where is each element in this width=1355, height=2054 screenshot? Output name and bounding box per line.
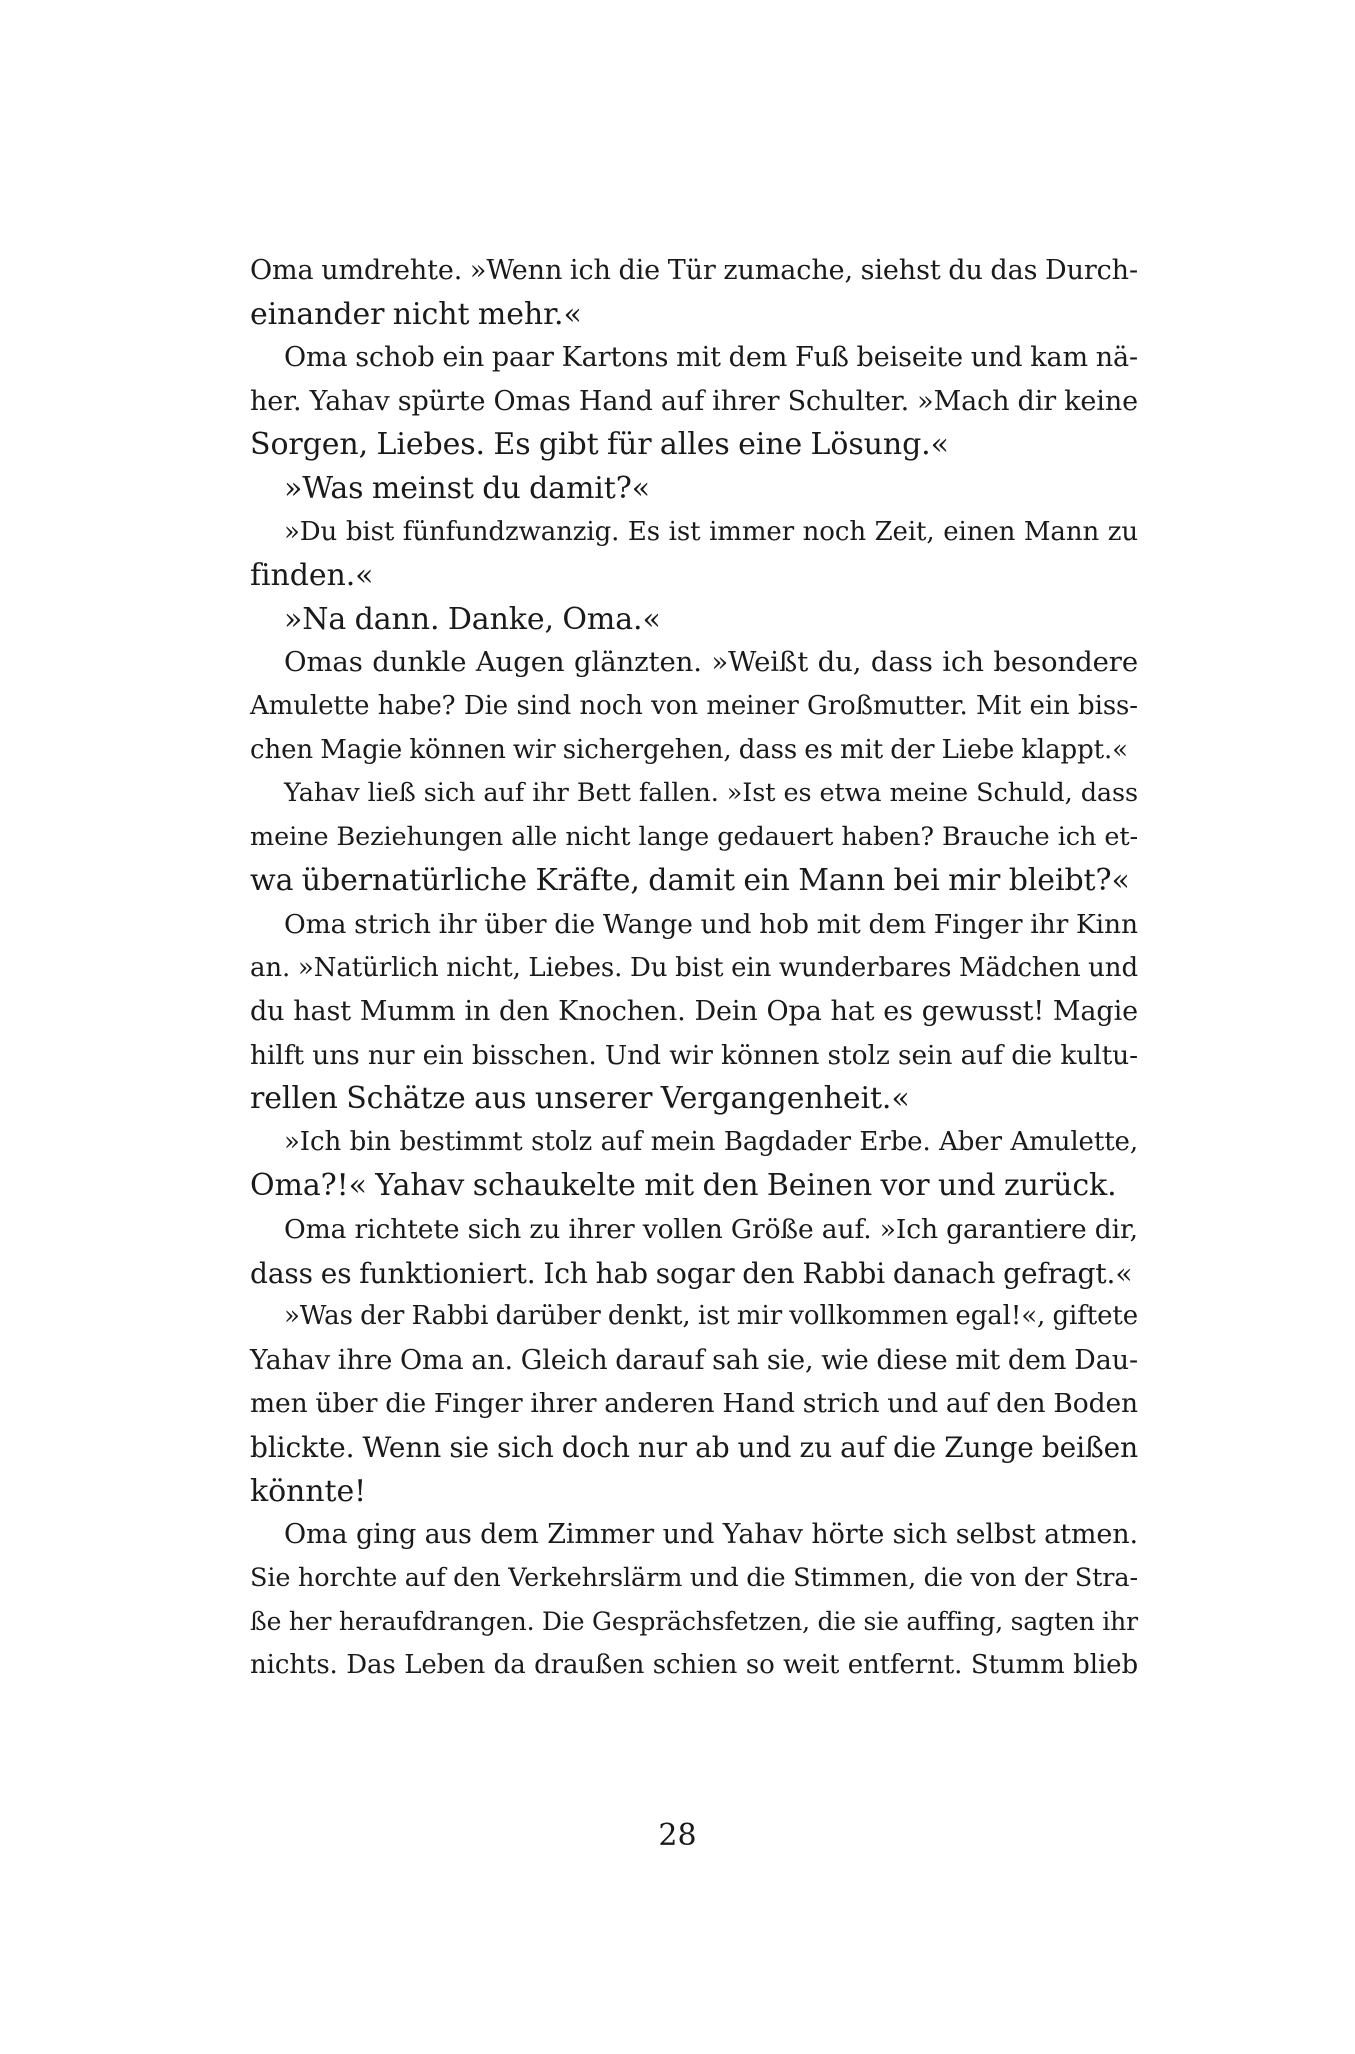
text-line: her. Yahav spürte Omas Hand auf ihrer Schulter. »Mach dir keine [250, 385, 1138, 417]
text-line: Oma schob ein paar Kartons mit dem Fuß beiseite und kam nä- [284, 342, 1138, 374]
text-line: Sie horchte auf den Verkehrslärm und die Stimmen, die von der Stra- [250, 1562, 1138, 1593]
text-line: dass es funktioniert. Ich hab sogar den Rabbi danach gefragt.« [250, 1256, 1133, 1290]
text-line: chen Magie können wir sichergehen, dass es mit der Liebe klappt.« [250, 734, 1128, 765]
text-line: Oma?!« Yahav schaukelte mit den Beinen vor und zurück. [250, 1168, 1117, 1204]
text-line: nichts. Das Leben da draußen schien so weit entfernt. Stumm blieb [250, 1650, 1138, 1680]
text-line: blickte. Wenn sie sich doch nur ab und zu auf die Zunge beißen [250, 1431, 1138, 1465]
text-line: Oma strich ihr über die Wange und hob mit dem Finger ihr Kinn [284, 908, 1138, 940]
text-line: »Was der Rabbi darüber denkt, ist mir vollkommen egal!«, giftete [284, 1301, 1138, 1332]
text-line: an. »Natürlich nicht, Liebes. Du bist ein wunderbares Mädchen und [250, 952, 1138, 983]
body-text [250, 249, 1138, 1688]
text-line: »Du bist fünfundzwanzig. Es ist immer noch Zeit, einen Mann zu [284, 516, 1138, 547]
page-number: 28 [658, 1818, 697, 1853]
text-line: du hast Mumm in den Knochen. Dein Opa hat es gewusst! Magie [250, 996, 1138, 1028]
text-line: rellen Schätze aus unserer Vergangenheit.« [250, 1081, 910, 1117]
text-line: ße her heraufdrangen. Die Gesprächsfetzen, die sie auffing, sagten ihr [250, 1607, 1138, 1637]
text-line: Oma ging aus dem Zimmer und Yahav hörte sich selbst atmen. [284, 1519, 1138, 1551]
text-line: wa übernatürliche Kräfte, damit ein Mann bei mir bleibt?« [250, 863, 1130, 899]
text-line: Yahav ließ sich auf ihr Bett fallen. »Ist es etwa meine Schuld, dass [284, 778, 1138, 809]
text-line: Oma richtete sich zu ihrer vollen Größe auf. »Ich garantiere dir, [284, 1214, 1138, 1246]
text-line: »Na dann. Danke, Oma.« [284, 601, 661, 637]
text-line: Oma umdrehte. »Wenn ich die Tür zumache, siehst du das Durch- [250, 255, 1138, 286]
text-line: finden.« [250, 558, 374, 594]
text-line: Amulette habe? Die sind noch von meiner Großmutter. Mit ein biss- [250, 690, 1138, 721]
text-line: Yahav ihre Oma an. Gleich darauf sah sie, wie diese mit dem Dau- [250, 1344, 1138, 1376]
text-line: »Was meinst du damit?« [284, 470, 650, 506]
text-line: Omas dunkle Augen glänzten. »Weißt du, dass ich besondere [284, 646, 1138, 679]
text-line: men über die Finger ihrer anderen Hand strich und auf den Boden [250, 1388, 1138, 1420]
text-line: Sorgen, Liebes. Es gibt für alles eine Lösung.« [250, 427, 949, 463]
text-line: meine Beziehungen alle nicht lange gedauert haben? Brauche ich et- [250, 821, 1138, 852]
text-line: einander nicht mehr.« [250, 296, 582, 332]
text-line: hilft uns nur ein bisschen. Und wir können stolz sein auf die kultu- [250, 1039, 1138, 1071]
text-line: könnte! [250, 1473, 367, 1509]
text-line: »Ich bin bestimmt stolz auf mein Bagdader Erbe. Aber Amulette, [284, 1126, 1138, 1157]
